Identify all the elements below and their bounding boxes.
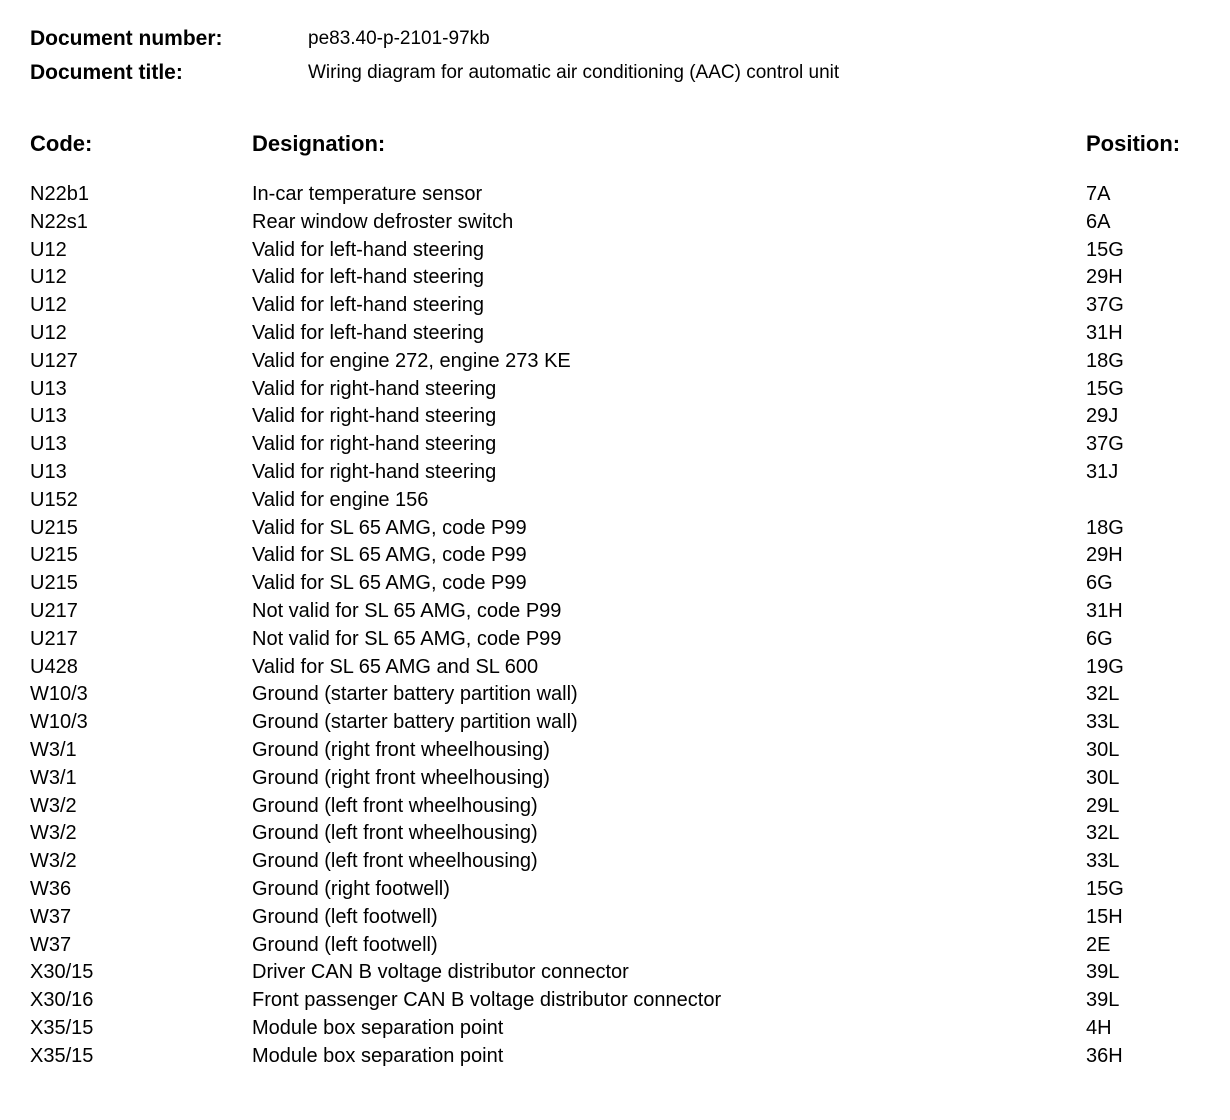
cell-code: W10/3 xyxy=(30,711,88,734)
cell-designation: Valid for SL 65 AMG, code P99 xyxy=(252,572,527,595)
cell-position: 30L xyxy=(1086,766,1120,789)
cell-position: 19G xyxy=(1086,655,1124,678)
cell-designation: Ground (left footwell) xyxy=(252,905,438,928)
table-row xyxy=(30,765,1210,793)
cell-position: 7A xyxy=(1086,183,1111,205)
table-row xyxy=(30,681,1210,709)
table-row xyxy=(30,709,1210,737)
cell-position: 29J xyxy=(1086,405,1119,428)
cell-designation: Module box separation point xyxy=(252,1044,504,1067)
cell-designation: Front passenger CAN B voltage distributor connector xyxy=(252,989,722,1012)
cell-code: U215 xyxy=(30,572,78,595)
cell-position: 31H xyxy=(1086,321,1123,344)
table-row xyxy=(30,376,1210,404)
cell-code: X35/15 xyxy=(30,1044,94,1067)
table-row xyxy=(30,487,1210,515)
cell-code: U215 xyxy=(30,516,78,539)
cell-position: 4H xyxy=(1086,1016,1112,1039)
table-body xyxy=(30,181,1210,1071)
cell-code: W3/2 xyxy=(30,850,77,873)
cell-designation: Valid for left-hand steering xyxy=(252,321,484,344)
header-code: Code: xyxy=(30,131,93,156)
cell-designation: Valid for SL 65 AMG and SL 600 xyxy=(252,655,539,678)
cell-designation: Valid for SL 65 AMG, code P99 xyxy=(252,544,527,567)
cell-position: 15G xyxy=(1086,238,1124,261)
cell-position: 15G xyxy=(1086,377,1124,400)
cell-position: 33L xyxy=(1086,850,1120,873)
cell-designation: Ground (right footwell) xyxy=(252,877,450,900)
cell-code: X30/16 xyxy=(30,989,94,1012)
cell-designation: Ground (left footwell) xyxy=(252,933,438,956)
table-row xyxy=(30,431,1210,459)
cell-designation: Valid for right-hand steering xyxy=(252,460,497,483)
table-row xyxy=(30,876,1210,904)
cell-position: 31H xyxy=(1086,599,1123,622)
header-designation: Designation: xyxy=(252,131,386,156)
table-row xyxy=(30,292,1210,320)
cell-code: W37 xyxy=(30,905,72,928)
cell-designation: Valid for left-hand steering xyxy=(252,294,484,317)
cell-designation: Valid for left-hand steering xyxy=(252,238,484,261)
cell-position: 18G xyxy=(1086,516,1124,539)
cell-position: 29L xyxy=(1086,794,1120,817)
cell-position: 2E xyxy=(1086,933,1111,956)
cell-designation: Valid for right-hand steering xyxy=(252,377,497,400)
cell-code: U12 xyxy=(30,321,67,344)
cell-designation: Valid for engine 272, engine 273 KE xyxy=(252,349,571,372)
cell-position: 39L xyxy=(1086,961,1120,984)
cell-position: 15G xyxy=(1086,877,1124,900)
cell-designation: Not valid for SL 65 AMG, code P99 xyxy=(252,627,562,650)
cell-code: U215 xyxy=(30,544,78,567)
cell-designation: Module box separation point xyxy=(252,1016,504,1039)
cell-position: 37G xyxy=(1086,433,1124,456)
cell-designation: Driver CAN B voltage distributor connector xyxy=(252,961,629,984)
cell-code: U13 xyxy=(30,433,67,456)
table-row xyxy=(30,904,1210,932)
cell-position: 29H xyxy=(1086,266,1123,289)
document-title-value: Wiring diagram for automatic air conditioning (AAC) control unit xyxy=(308,62,840,83)
table-row xyxy=(30,570,1210,598)
cell-position: 33L xyxy=(1086,711,1120,734)
cell-code: U428 xyxy=(30,655,78,678)
cell-code: U13 xyxy=(30,377,67,400)
cell-code: N22b1 xyxy=(30,183,89,205)
cell-position: 32L xyxy=(1086,822,1120,845)
cell-code: X30/15 xyxy=(30,961,94,984)
cell-code: W10/3 xyxy=(30,683,88,706)
table-row xyxy=(30,403,1210,431)
cell-code: W3/2 xyxy=(30,794,77,817)
table-row xyxy=(30,626,1210,654)
cell-designation: Valid for right-hand steering xyxy=(252,433,497,456)
cell-position: 32L xyxy=(1086,683,1120,706)
cell-code: U127 xyxy=(30,349,78,372)
cell-position: 37G xyxy=(1086,294,1124,317)
cell-code: U13 xyxy=(30,460,67,483)
table-row xyxy=(30,515,1210,543)
document-number-value: pe83.40-p-2101-97kb xyxy=(308,28,490,49)
cell-designation: Valid for SL 65 AMG, code P99 xyxy=(252,516,527,539)
cell-position: 6G xyxy=(1086,572,1113,595)
cell-designation: Ground (starter battery partition wall) xyxy=(252,711,578,734)
cell-designation: Valid for right-hand steering xyxy=(252,405,497,428)
cell-position: 39L xyxy=(1086,989,1120,1012)
table-row xyxy=(30,654,1210,682)
cell-designation: Ground (left front wheelhousing) xyxy=(252,822,538,845)
cell-designation: Ground (right front wheelhousing) xyxy=(252,738,550,761)
cell-designation: Ground (left front wheelhousing) xyxy=(252,794,538,817)
cell-position: 31J xyxy=(1086,460,1119,483)
document-title-label: Document title: xyxy=(30,61,183,84)
cell-code: W3/1 xyxy=(30,766,77,789)
table-row xyxy=(30,237,1210,265)
table-row xyxy=(30,181,1210,209)
cell-position: 36H xyxy=(1086,1044,1123,1067)
cell-code: W3/1 xyxy=(30,738,77,761)
cell-designation: In-car temperature sensor xyxy=(252,183,483,205)
cell-code: U12 xyxy=(30,266,67,289)
cell-position: 18G xyxy=(1086,349,1124,372)
cell-code: W36 xyxy=(30,877,72,900)
table-header xyxy=(30,128,1210,160)
table-row xyxy=(30,320,1210,348)
cell-designation: Not valid for SL 65 AMG, code P99 xyxy=(252,599,562,622)
table-row xyxy=(30,598,1210,626)
cell-code: N22s1 xyxy=(30,210,88,233)
cell-code: W3/2 xyxy=(30,822,77,845)
table-row xyxy=(30,1015,1210,1043)
cell-code: U12 xyxy=(30,238,67,261)
cell-position: 6G xyxy=(1086,627,1113,650)
table-row xyxy=(30,209,1210,237)
table-row xyxy=(30,264,1210,292)
cell-position: 29H xyxy=(1086,544,1123,567)
cell-position: 6A xyxy=(1086,210,1111,233)
table-row xyxy=(30,932,1210,960)
cell-designation: Ground (starter battery partition wall) xyxy=(252,683,578,706)
cell-code: X35/15 xyxy=(30,1016,94,1039)
cell-designation: Rear window defroster switch xyxy=(252,210,514,233)
cell-position: 30L xyxy=(1086,738,1120,761)
header-position: Position: xyxy=(1086,131,1181,156)
table-row xyxy=(30,987,1210,1015)
table-row xyxy=(30,542,1210,570)
table-row xyxy=(30,848,1210,876)
cell-code: U12 xyxy=(30,294,67,317)
cell-designation: Valid for left-hand steering xyxy=(252,266,484,289)
cell-designation: Valid for engine 156 xyxy=(252,488,429,511)
cell-code: U13 xyxy=(30,405,67,428)
table-row xyxy=(30,348,1210,376)
table-row xyxy=(30,459,1210,487)
cell-code: U152 xyxy=(30,488,78,511)
cell-position: 15H xyxy=(1086,905,1123,928)
table-row xyxy=(30,959,1210,987)
cell-designation: Ground (right front wheelhousing) xyxy=(252,766,550,789)
table-row xyxy=(30,1043,1210,1071)
table-row xyxy=(30,737,1210,765)
cell-designation: Ground (left front wheelhousing) xyxy=(252,850,538,873)
table-row xyxy=(30,793,1210,821)
document-number-label: Document number: xyxy=(30,27,223,50)
cell-code: W37 xyxy=(30,933,72,956)
cell-code: U217 xyxy=(30,599,78,622)
cell-code: U217 xyxy=(30,627,78,650)
table-row xyxy=(30,820,1210,848)
